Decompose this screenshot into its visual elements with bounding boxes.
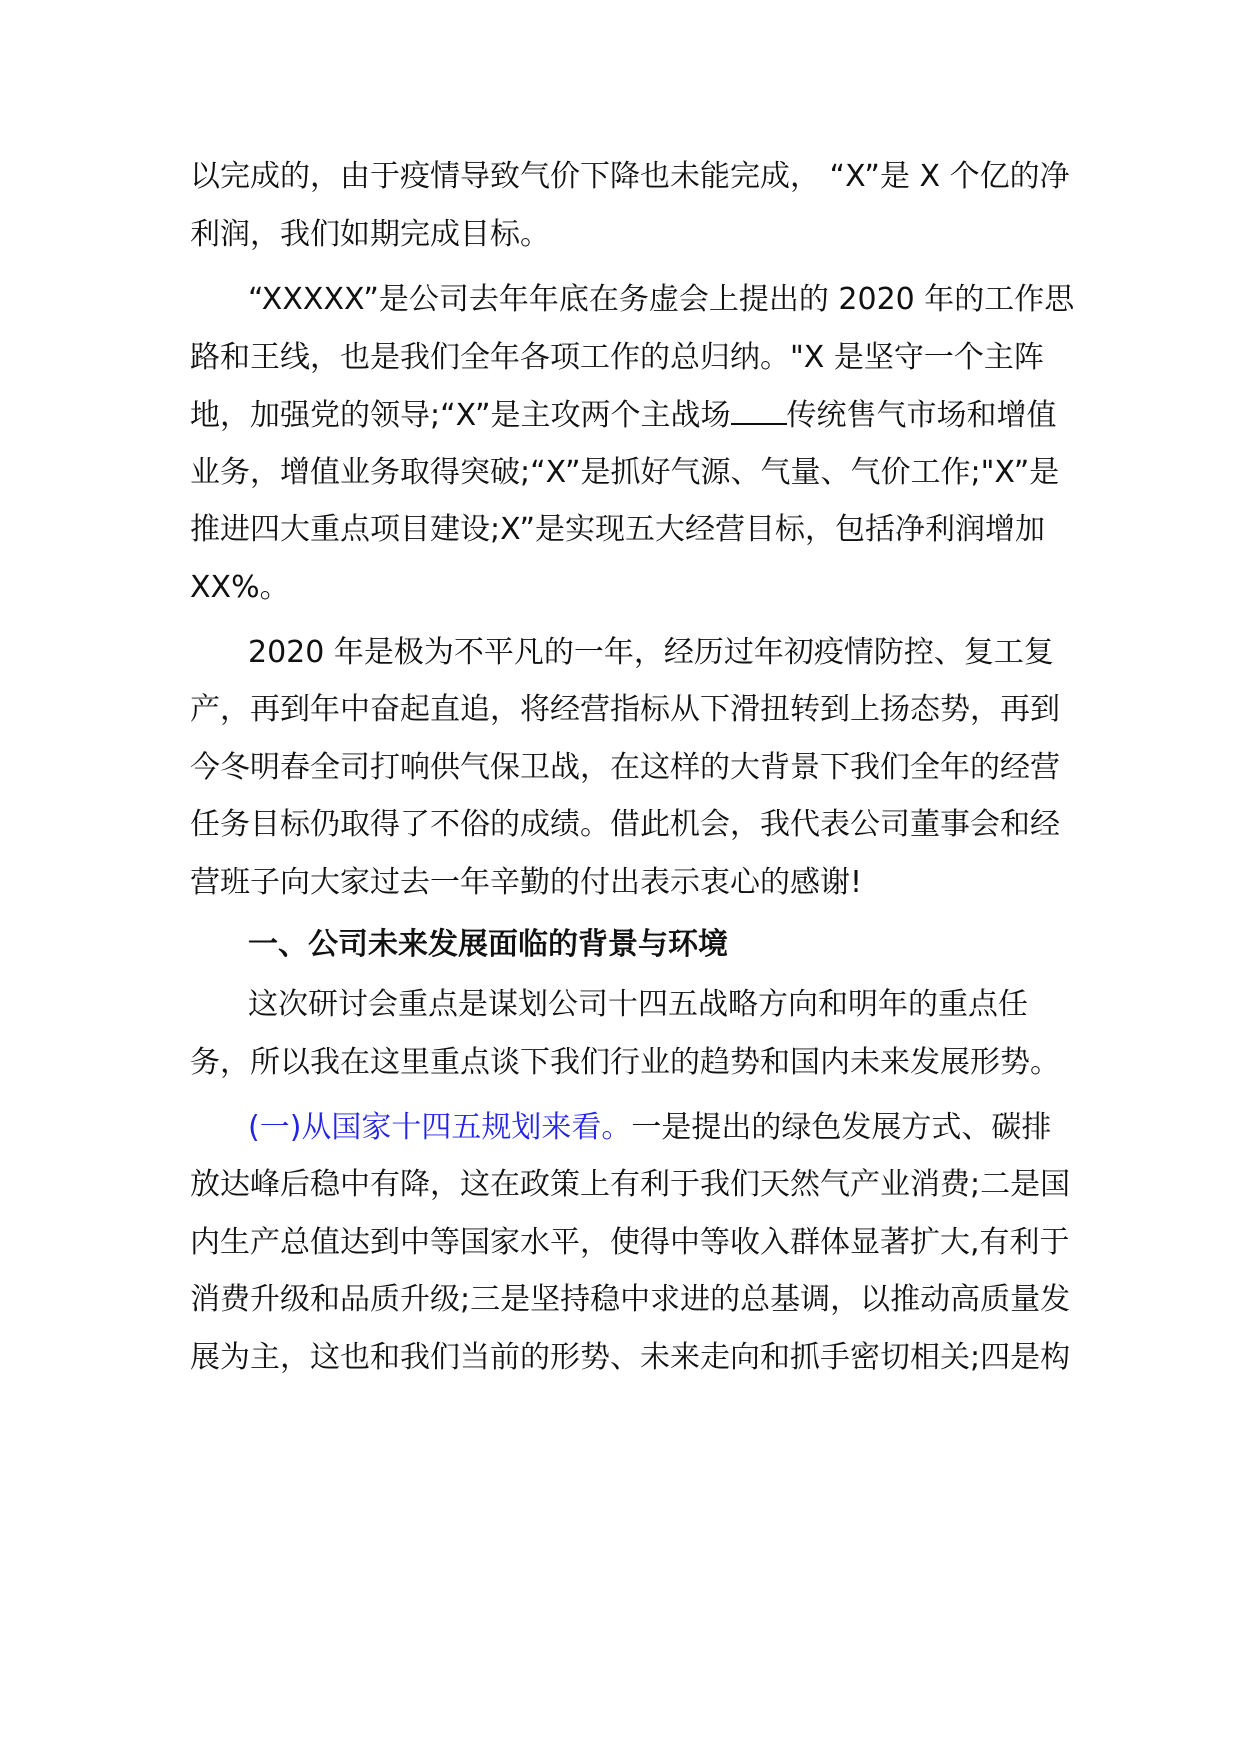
text-line: 任务目标仍取得了不俗的成绩。借此机会，我代表公司董事会和经 [190, 807, 1060, 842]
text-line: 业务，增值业务取得突破;“X”是抓好气源、气量、气价工作;"X”是 [190, 455, 1060, 490]
text-line: 以完成的，由于疫情导致气价下降也未能完成， “X”是 X 个亿的净 [190, 159, 1070, 194]
text-line: 利润，我们如期完成目标。 [190, 217, 550, 252]
text-line: 营班子向大家过去一年辛勤的付出表示衷心的感谢! [190, 865, 863, 900]
text-line: 务，所以我在这里重点谈下我们行业的趋势和国内未来发展形势。 [190, 1045, 1060, 1080]
text-line: 展为主，这也和我们当前的形势、未来走向和抓手密切相关;四是构 [190, 1340, 1071, 1375]
section-heading: 一、公司未来发展面临的背景与环境 [248, 927, 728, 962]
text-segment: 传统售气市场和增值 [786, 398, 1057, 433]
text-line: 今冬明春全司打响供气保卫战，在这样的大背景下我们全年的经营 [190, 750, 1060, 785]
text-line: XX%。 [190, 570, 290, 605]
paragraph-start-line: “XXXXX”是公司去年年底在务虚会上提出的 2020 年的工作思 [248, 282, 1075, 317]
text-line: 放达峰后稳中有降，这在政策上有利于我们天然气产业消费;二是国 [190, 1167, 1071, 1202]
text-segment: 地，加强党的领导;“X”是主攻两个主战场 [190, 398, 731, 433]
paragraph-start-line: 这次研讨会重点是谋划公司十四五战略方向和明年的重点任 [248, 987, 1028, 1022]
text-line: 路和王线，也是我们全年各项工作的总归纳。"X 是坚守一个主阵 [190, 340, 1044, 375]
text-line: 内生产总值达到中等国家水平，使得中等收入群体显著扩大,有利于 [190, 1225, 1070, 1260]
fill-in-blank [731, 395, 787, 425]
subsection-heading: (一)从国家十四五规划来看。 [248, 1110, 632, 1145]
paragraph-start-line: 2020 年是极为不平凡的一年，经历过年初疫情防控、复工复 [248, 635, 1054, 670]
subsection-line [248, 1108, 1060, 1148]
text-line: 消费升级和品质升级;三是坚持稳中求进的总基调，以推动高质量发 [190, 1282, 1071, 1317]
text-line-with-blank [190, 395, 1060, 436]
text-line: 产，再到年中奋起直追，将经营指标从下滑扭转到上扬态势，再到 [190, 692, 1060, 727]
text-segment: 一是提出的绿色发展方式、碳排 [631, 1110, 1052, 1145]
text-line: 推进四大重点项目建设;X”是实现五大经营目标，包括净利润增加 [190, 512, 1045, 547]
